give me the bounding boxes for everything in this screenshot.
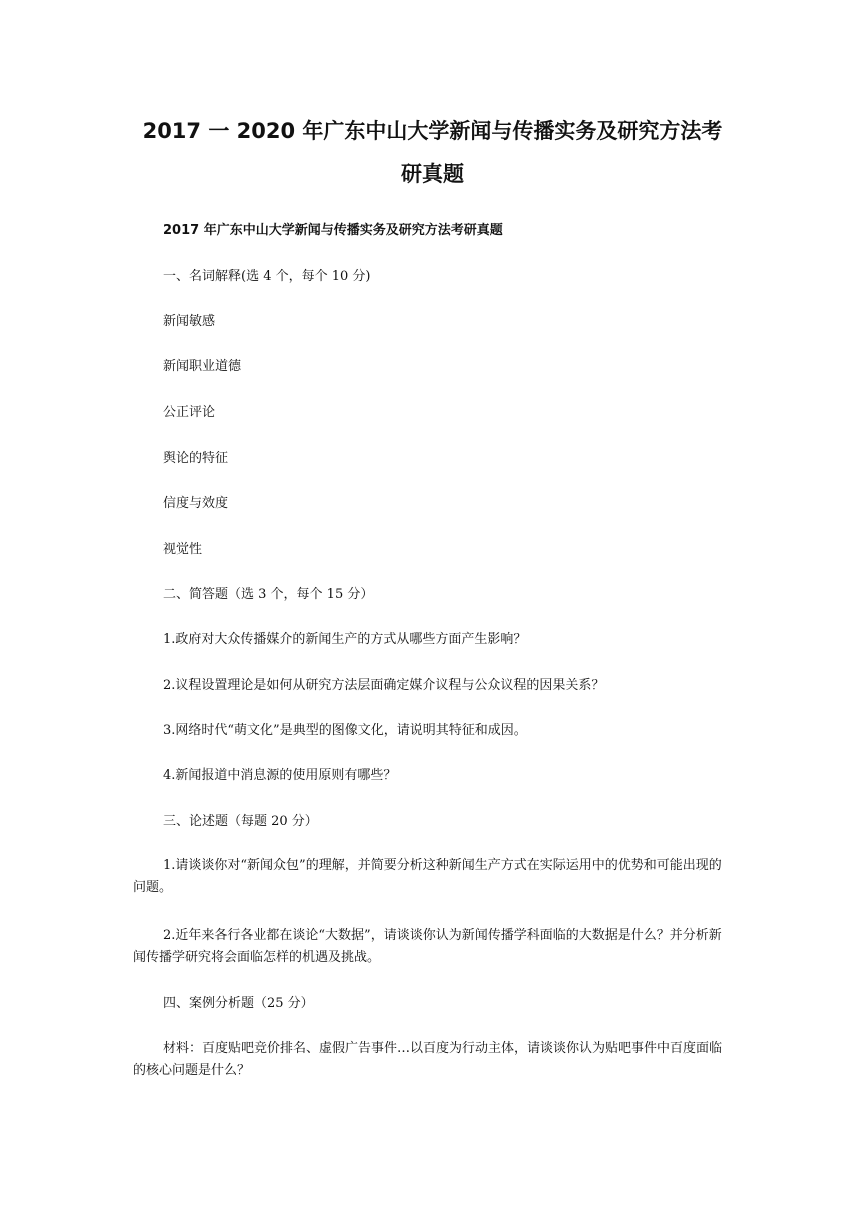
- section-3-heading: 三、论述题（每题 20 分）: [163, 814, 318, 829]
- document-title-line-1: 2017 一 2020 年广东中山大学新闻与传播实务及研究方法考: [142, 119, 723, 143]
- essay-question: 1.请谈谈你对“新闻众包”的理解，并简要分析这种新闻生产方式在实际运用中的优势和可能出现的问题。: [133, 858, 722, 895]
- term-item: 公正评论: [163, 405, 216, 420]
- document-title-line-2: 研真题: [401, 162, 464, 186]
- section-4-heading: 四、案例分析题（25 分）: [163, 996, 314, 1011]
- term-item: 舆论的特征: [163, 451, 229, 466]
- section-2-heading: 二、简答题（选 3 个，每个 15 分）: [163, 587, 374, 602]
- essay-question: 2.近年来各行各业都在谈论“大数据”，请谈谈你认为新闻传播学科面临的大数据是什么？并分析新闻传播学研究将会面临怎样的机遇及挑战。: [133, 928, 722, 965]
- question-item: 1.政府对大众传播媒介的新闻生产的方式从哪些方面产生影响？: [163, 632, 527, 647]
- question-item: 4.新闻报道中消息源的使用原则有哪些？: [163, 768, 397, 783]
- question-item: 2.议程设置理论是如何从研究方法层面确定媒介议程与公众议程的因果关系？: [163, 678, 605, 693]
- term-item: 视觉性: [163, 542, 203, 557]
- term-item: 新闻职业道德: [163, 359, 242, 374]
- term-item: 新闻敏感: [163, 314, 216, 329]
- exam-subtitle: 2017 年广东中山大学新闻与传播实务及研究方法考研真题: [163, 223, 503, 238]
- case-material: 材料：百度贴吧竞价排名、虚假广告事件…以百度为行动主体，请谈谈你认为贴吧事件中百度面临的核心问题是什么？: [133, 1041, 723, 1078]
- term-item: 信度与效度: [163, 496, 229, 511]
- question-item: 3.网络时代“萌文化”是典型的图像文化，请说明其特征和成因。: [163, 723, 527, 738]
- section-1-heading: 一、名词解释(选 4 个，每个 10 分): [163, 269, 371, 284]
